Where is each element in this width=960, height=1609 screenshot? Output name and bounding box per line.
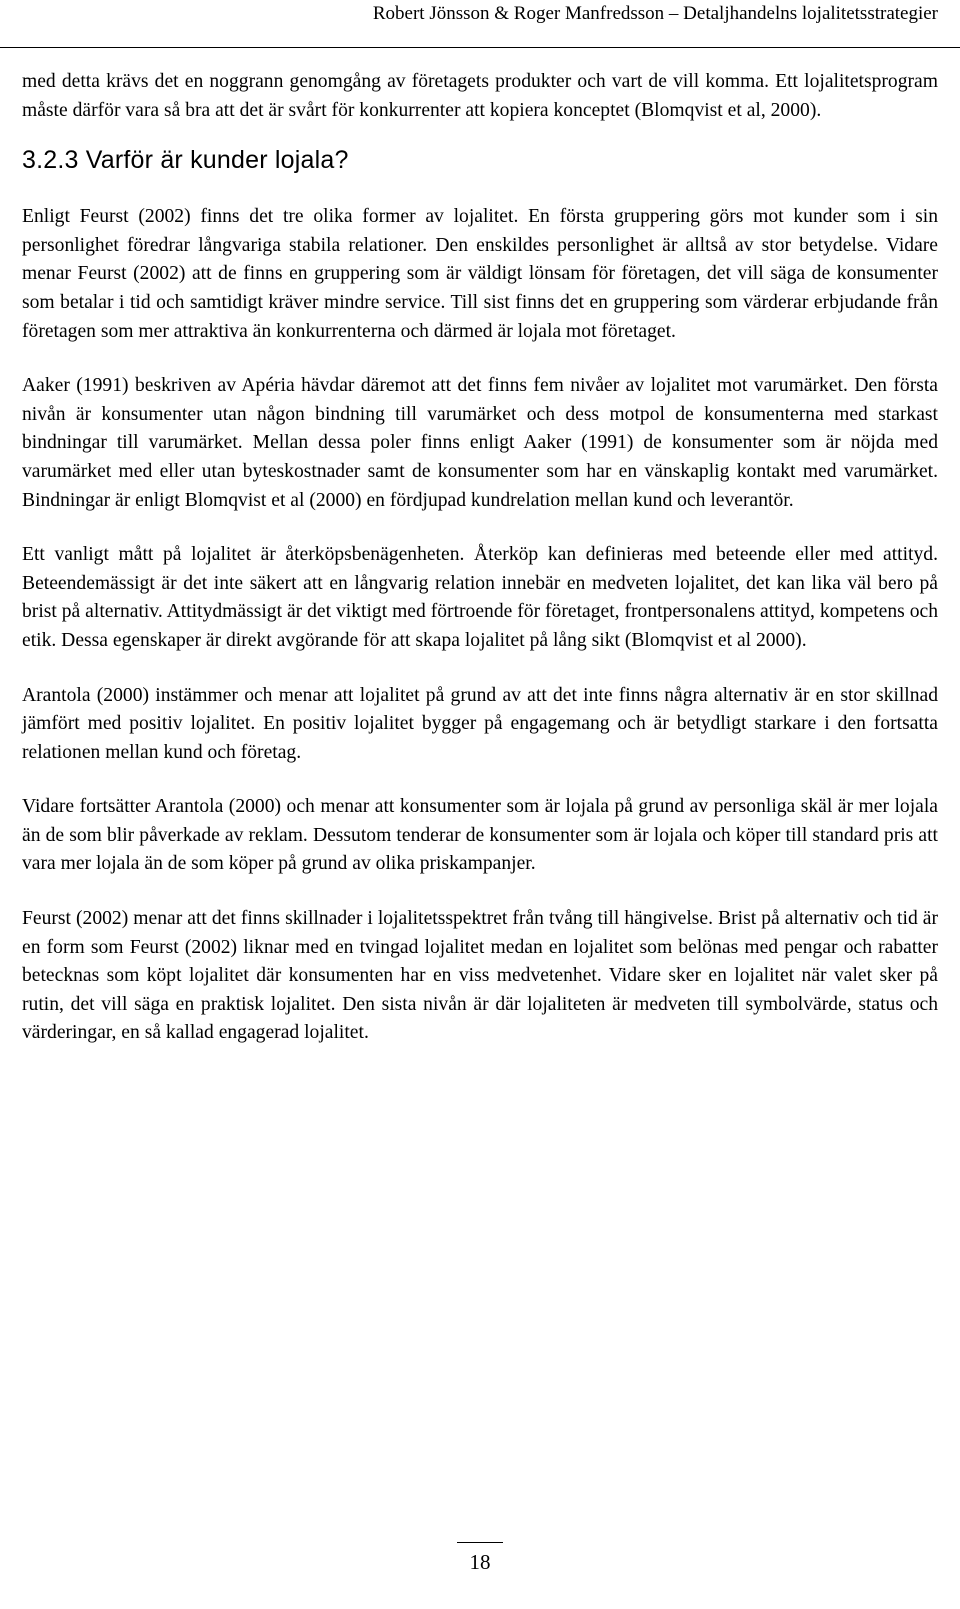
section-heading: 3.2.3 Varför är kunder lojala? [22, 146, 349, 175]
paragraph-aaker-five-levels: Aaker (1991) beskriven av Apéria hävdar däremot att det finns fem nivåer av lojalitet mot varumärket. Den första nivån är konsumenter utan någon bindning till varumärket och dess motpol de konsumenterna med starkast bindningar till varumärket. Mellan dessa poler finns enligt Aaker (1991) de konsumenter som är nöjda med varumärket med eller utan byteskostnader samt de konsumenter som har en vänskaplig kontakt med varumärket. Bindningar är enligt Blomqvist et al (2000) en fördjupad kundrelation mellan kund och leverantör. [22, 375, 938, 511]
paragraph-repurchase: Ett vanligt mått på lojalitet är återköpsbenägenheten. Återköp kan definieras med beteende eller med attityd. Beteendemässigt är det inte säkert att en långvarig relation innebär en medveten lojalitet, det kan lika väl bero på brist på alternativ. Attitydmässigt är det viktigt med förtroende för företaget, frontpersonalens attityd, kompetens och etik. Dessa egenskaper är direkt avgörande för att skapa lojalitet på lång sikt (Blomqvist et al 2000). [22, 544, 938, 651]
page-body [22, 68, 938, 1074]
paragraph-arantola-positive: Arantola (2000) instämmer och menar att lojalitet på grund av att det inte finns några alternativ är en stor skillnad jämfört med positiv lojalitet. En positiv lojalitet bygger på engagemang och är betydligt starkare i den fortsatta relationen mellan kund och företag. [22, 684, 938, 763]
paragraph-feurst-spectrum: Feurst (2002) menar att det finns skillnader i lojalitetsspektret från tvång till hängivelse. Brist på alternativ och tid är en form som Feurst (2002) liknar med en tvingad lojalitet medan en lojalitet som belönas med pengar och rabatter betecknas som köpt lojalitet där konsumenten har en viss medvetenhet. Vidare sker en lojalitet när valet sker på rutin, det vill säga en praktisk lojalitet. Den sista nivån är där lojaliteten är medveten till symbolvärde, status och värderingar, en så kallad engagerad lojalitet. [22, 908, 938, 1044]
intro-paragraph: med detta krävs det en noggrann genomgång av företagets produkter och vart de vill komma. Ett lojalitetsprogram måste därför vara så bra att det är svårt för konkurrenter att kopiera konceptet (Blomqvist et al, 2000). [22, 71, 938, 121]
paragraph-feurst-three-forms: Enligt Feurst (2002) finns det tre olika former av lojalitet. En första gruppering görs mot kunder som i sin personlighet föredrar långvariga stabila relationer. Den enskildes personlighet är alltså av stor betydelse. Vidare menar Feurst (2002) att de finns en gruppering som är väldigt lönsam för företagen, det vill säga de konsumenter som betalar i tid och samtidigt kräver mindre service. Till sist finns det en gruppering som värderar erbjudande från företagen som mer attraktiva än konkurrenterna och därmed är lojala mot företaget. [22, 206, 938, 342]
paragraph-arantola-personal: Vidare fortsätter Arantola (2000) och menar att konsumenter som är lojala på grund av personliga skäl är mer lojala än de som blir påverkade av reklam. Dessutom tenderar de konsumenter som är lojala och köper till standard pris att vara mer lojala än de som köper på grund av olika priskampanjer. [22, 796, 938, 875]
running-header-title: Robert Jönsson & Roger Manfredsson – Detaljhandelns lojalitetsstrategier [372, 3, 938, 24]
page-number-label: 18 [457, 1542, 503, 1575]
running-header [0, 0, 960, 48]
page-number [0, 1542, 960, 1575]
